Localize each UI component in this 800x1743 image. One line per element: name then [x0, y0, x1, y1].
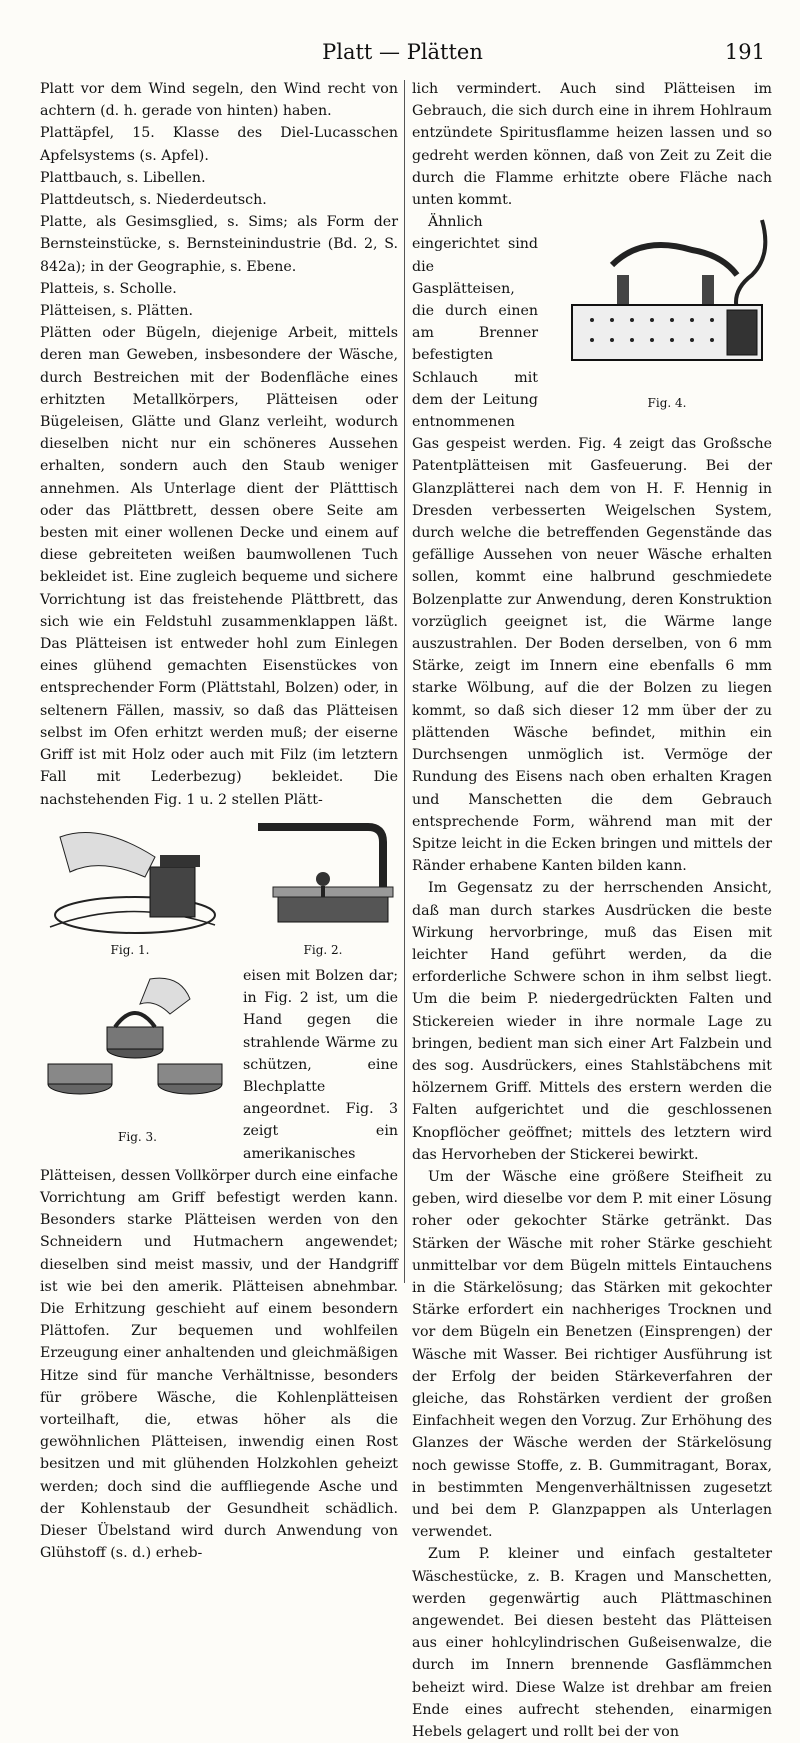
right-para-2 [412, 211, 772, 877]
entry-plattbauch: Plattbauch, s. Libellen. [40, 169, 206, 186]
right-para-4: Um der Wäsche eine größere Steifheit zu geben, wird dieselbe vor dem P. mit einer Lösung roher oder gekochter Stärke getränkt. Das Stärken der Wäsche mit roher Stärke geschieht unmittelbar vor dem Bügeln mittels Eintauchens in die Stärkelösung; das Stärken mit gekochter Stärke erfordert ein nachheriges Trocknen und vor dem Bügeln ein Benetzen (Einsprengen) der Wäsche mit Wasser. Bei richtiger Ausführung ist der Erfolg der beiden Stärkeverfahren der gleiche, das Rohstärken verdient der großen Einfachheit wegen den Vorzug. Zur Erhöhung des Glanzes der Wäsche werden der Stärkelösung noch gewisse Stoffe, z. B. Gummitragant, Borax, in bestimmten Mengenverhältnissen zugesetzt und bei dem P. Glanzpappen als Unterlagen verwendet. [412, 1168, 772, 1541]
entry-plattaepfel: Plattäpfel, 15. Klasse des Diel-Lucasschen Apfelsystems (s. Apfel). [40, 125, 398, 164]
entry-plattdeutsch: Plattdeutsch, s. Niederdeutsch. [40, 192, 267, 209]
entry-plaetten-cont [40, 965, 398, 1564]
figure-1 [40, 817, 220, 961]
entry-plaetten-text: eisen mit Bolzen dar; in Fig. 2 ist, um die Hand gegen die strahlende Wärme zu schützen, eine Blechplatte angeordnet. Fig. 3 zeigt ein amerikanisches Plätteisen, dessen Vollkörper durch eine einfache Vorrichtung am Griff befestigt werden kann. Besonders starke Plätteisen werden von den Schneidern und Hutmachern angewendet; dieselben sind meist massiv, und der Handgriff ist wie bei den amerik. Plätteisen abnehmbar. Die Erhitzung geschieht auf einem besondern Plättofen. Zur bequemen und wohlfeilen Erzeugung einer anhaltenden und gleichmäßigen Hitze sind für manche Verhältnisse, besonders für gröbere Wäsche, die Kohlenplätteisen vorteilhaft, die, etwas höher als die gewöhnlichen Plätteisen, inwendig einen Rost besitzen und mit glühenden Holzkohlen geheizt werden; doch sind die auffliegende Asche und der Kohlenstaub der Gesundheit schädlich. Dieser Übelstand wird durch Anwendung von Glühstoff (s. d.) erheb- [40, 967, 398, 1562]
figure-2 [248, 817, 398, 961]
entry-plaetteisen: Plätteisen, s. Plätten. [40, 303, 194, 320]
figure-3-caption: Fig. 3. [118, 1130, 157, 1145]
figure-4 [546, 215, 772, 414]
right-para-2-text: Ähnlich eingerichtet sind die Gasplätteisen, die durch einen am Brenner befestigten Schlauch mit dem der Leitung entnommenen Gas gespeist werden. Fig. 4 zeigt das Großsche Patentplätteisen mit Gasfeuerung. Bei der Glanzplätterei nach dem von H. F. Hennig in Dresden verbesserten Weigelschen System, durch welche die betreffenden Gegenstände das gefällige Aussehen von neuer Wäsche erhalten sollen, kommt eine halbrund geschmiedete Bolzenplatte zur Anwendung, deren Konstruktion vorzüglich geeignet ist, die Wärme lange auszustrahlen. Der Boden derselben, von 6 mm Stärke, zeigt im Innern eine ebenfalls 6 mm starke Wölbung, auf die der Bolzen zu liegen kommt, so daß sich dieser 12 mm über der zu plättenden Wäsche befindet, mithin ein Durchsengen unmöglich ist. Vermöge der Rundung des Eisens nach oben erhalten Kragen und Manschetten die dem Gebrauch entsprechende Form, während man mit der Spitze leicht in die Ecken bringen und mittels der Ränder erhabene Kanten bilden kann. [412, 214, 772, 875]
american-irons-illustration [40, 969, 235, 1119]
flat-iron-with-hand-illustration [40, 817, 220, 939]
figure-1-caption: Fig. 1. [110, 942, 150, 957]
page-number: 191 [724, 40, 765, 64]
iron-with-heat-shield-illustration [248, 817, 398, 939]
figure-4-caption: Fig. 4. [647, 396, 687, 411]
right-para-5: Zum P. kleiner und einfach gestalteter Wäschestücke, z. B. Kragen und Manschetten, werden gegenwärtig auch Plättmaschinen angewendet. Bei diesen besteht das Plätteisen aus einer hohlcylindrischen Gußeisenwalze, die durch im Innern brennende Gasflämmchen beheizt wird. Diese Walze ist drehbar am freien Ende eines aufrecht stehenden, einarmigen Hebels gelagert und rollt bei der von [412, 1546, 772, 1741]
figure-3 [40, 969, 235, 1148]
gas-iron-illustration [562, 215, 772, 385]
right-para-1: lich vermindert. Auch sind Plätteisen im Gebrauch, die sich durch eine in ihrem Hohlraum entzündete Spiritusflamme heizen lassen und so gedreht werden können, daß von Zeit zu Zeit die durch die Flamme erhitzte obere Fläche nach unten kommt. [412, 81, 772, 209]
left-column [40, 78, 398, 1562]
running-title: Platt — Plätten [322, 40, 483, 64]
right-para-3: Im Gegensatz zu der herrschenden Ansicht, daß man durch starkes Ausdrücken die beste Wirkung hervorbringe, muß das Eisen mit leichter Hand geführt werden, da die erforderliche Schwere schon in ihm selbst liegt. Um die beim P. niedergedrückten Falten und Stickereien wieder in ihre normale Lage zu bringen, bedient man sich einer Art Falzbein und des sog. Ausdrückers, eines Stahlstäbchens mit hölzernem Griff. Mittels des erstern werden die Falten aufgerichtet und die geschlossenen Knopflöcher geöffnet; mittels des letztern wird das Hervorheben der Stickerei bewirkt. [412, 880, 772, 1163]
right-column [412, 78, 772, 1741]
column-divider [404, 80, 405, 1283]
page-header [40, 40, 765, 70]
entry-platt: Platt vor dem Wind segeln, den Wind recht von achtern (d. h. gerade von hinten) haben. [40, 81, 398, 120]
figure-row-1-2 [40, 817, 398, 961]
entry-platte: Platte, als Gesimsglied, s. Sims; als Form der Bernsteinstücke, s. Bernsteinindustrie (Bd. 2, S. 842a); in der Geographie, s. Ebene. [40, 214, 398, 275]
figure-2-caption: Fig. 2. [303, 942, 343, 957]
entry-platteis: Platteis, s. Scholle. [40, 280, 177, 297]
entry-plaetten: Plätten oder Bügeln, diejenige Arbeit, mittels deren man Geweben, insbesondere der Wäsche, durch Bestreichen mit der Bodenfläche eines erhitzten Metallkörpers, Plätteisen oder Bügeleisen, Glätte und Glanz verleiht, wodurch dieselben nicht nur ein schöneres Aussehen erhalten, sondern auch den Staub weniger annehmen. Als Unterlage dient der Plätttisch oder das Plättbrett, dessen obere Seite am besten mit einer wollenen Decke und einem auf diese gebreiteten weißen baumwollenen Tuch bekleidet ist. Eine zugleich bequeme und sichere Vorrichtung ist das freistehende Plättbrett, das sich wie ein Feldstuhl zusammenklappen läßt. Das Plätteisen ist entweder hohl zum Einlegen eines glühend gemachten Eisenstückes von entsprechender Form (Plättstahl, Bolzen) oder, in seltenern Fällen, massiv, so daß das Plätteisen selbst im Ofen erhitzt werden muß; der eiserne Griff ist mit Holz oder auch mit Filz (im letztern Fall mit Lederbezug) bekleidet. Die nachstehenden Fig. 1 u. 2 stellen Plätt- [40, 325, 398, 808]
